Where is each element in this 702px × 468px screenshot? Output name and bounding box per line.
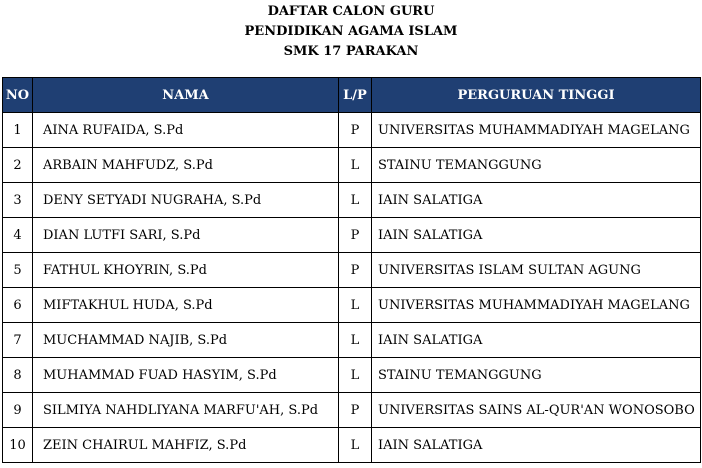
cell-perguruan-tinggi: UNIVERSITAS ISLAM SULTAN AGUNG xyxy=(372,253,701,288)
header-no: NO xyxy=(3,78,33,113)
cell-no: 1 xyxy=(3,113,33,148)
table-row xyxy=(3,253,701,288)
cell-perguruan-tinggi: UNIVERSITAS MUHAMMADIYAH MAGELANG xyxy=(372,288,701,323)
cell-lp: L xyxy=(339,358,372,393)
cell-lp: L xyxy=(339,183,372,218)
cell-lp: P xyxy=(339,218,372,253)
heading-school: SMK 17 PARAKAN xyxy=(283,44,419,59)
table-row xyxy=(3,148,701,183)
teacher-candidate-table xyxy=(2,77,701,463)
table-row xyxy=(3,183,701,218)
cell-nama: MUCHAMMAD NAJIB, S.Pd xyxy=(33,323,339,358)
cell-lp: L xyxy=(339,428,372,463)
table-row xyxy=(3,288,701,323)
cell-nama: ZEIN CHAIRUL MAHFIZ, S.Pd xyxy=(33,428,339,463)
cell-no: 6 xyxy=(3,288,33,323)
cell-nama: FATHUL KHOYRIN, S.Pd xyxy=(33,253,339,288)
table-row xyxy=(3,218,701,253)
table-header-row xyxy=(3,78,701,113)
cell-perguruan-tinggi: IAIN SALATIGA xyxy=(372,428,701,463)
header-perguruan-tinggi: PERGURUAN TINGGI xyxy=(372,78,701,113)
header-lp: L/P xyxy=(339,78,372,113)
cell-lp: P xyxy=(339,393,372,428)
cell-perguruan-tinggi: UNIVERSITAS SAINS AL-QUR'AN WONOSOBO xyxy=(372,393,701,428)
cell-perguruan-tinggi: IAIN SALATIGA xyxy=(372,323,701,358)
cell-lp: P xyxy=(339,253,372,288)
cell-nama: AINA RUFAIDA, S.Pd xyxy=(33,113,339,148)
table-row xyxy=(3,113,701,148)
cell-no: 10 xyxy=(3,428,33,463)
cell-no: 2 xyxy=(3,148,33,183)
cell-no: 9 xyxy=(3,393,33,428)
cell-perguruan-tinggi: UNIVERSITAS MUHAMMADIYAH MAGELANG xyxy=(372,113,701,148)
cell-perguruan-tinggi: STAINU TEMANGGUNG xyxy=(372,358,701,393)
cell-lp: L xyxy=(339,323,372,358)
cell-lp: L xyxy=(339,148,372,183)
table-row xyxy=(3,393,701,428)
cell-nama: DENY SETYADI NUGRAHA, S.Pd xyxy=(33,183,339,218)
cell-perguruan-tinggi: IAIN SALATIGA xyxy=(372,218,701,253)
cell-no: 5 xyxy=(3,253,33,288)
cell-no: 3 xyxy=(3,183,33,218)
cell-nama: ARBAIN MAHFUDZ, S.Pd xyxy=(33,148,339,183)
cell-nama: MIFTAKHUL HUDA, S.Pd xyxy=(33,288,339,323)
cell-no: 7 xyxy=(3,323,33,358)
table-row xyxy=(3,323,701,358)
heading-subject: PENDIDIKAN AGAMA ISLAM xyxy=(244,24,458,39)
cell-no: 8 xyxy=(3,358,33,393)
header-nama: NAMA xyxy=(33,78,339,113)
cell-lp: L xyxy=(339,288,372,323)
cell-nama: MUHAMMAD FUAD HASYIM, S.Pd xyxy=(33,358,339,393)
cell-perguruan-tinggi: IAIN SALATIGA xyxy=(372,183,701,218)
cell-nama: SILMIYA NAHDLIYANA MARFU'AH, S.Pd xyxy=(33,393,339,428)
cell-no: 4 xyxy=(3,218,33,253)
table-row xyxy=(3,428,701,463)
heading-title: DAFTAR CALON GURU xyxy=(267,4,435,19)
document-heading xyxy=(0,2,702,62)
cell-nama: DIAN LUTFI SARI, S.Pd xyxy=(33,218,339,253)
cell-lp: P xyxy=(339,113,372,148)
table-row xyxy=(3,358,701,393)
cell-perguruan-tinggi: STAINU TEMANGGUNG xyxy=(372,148,701,183)
